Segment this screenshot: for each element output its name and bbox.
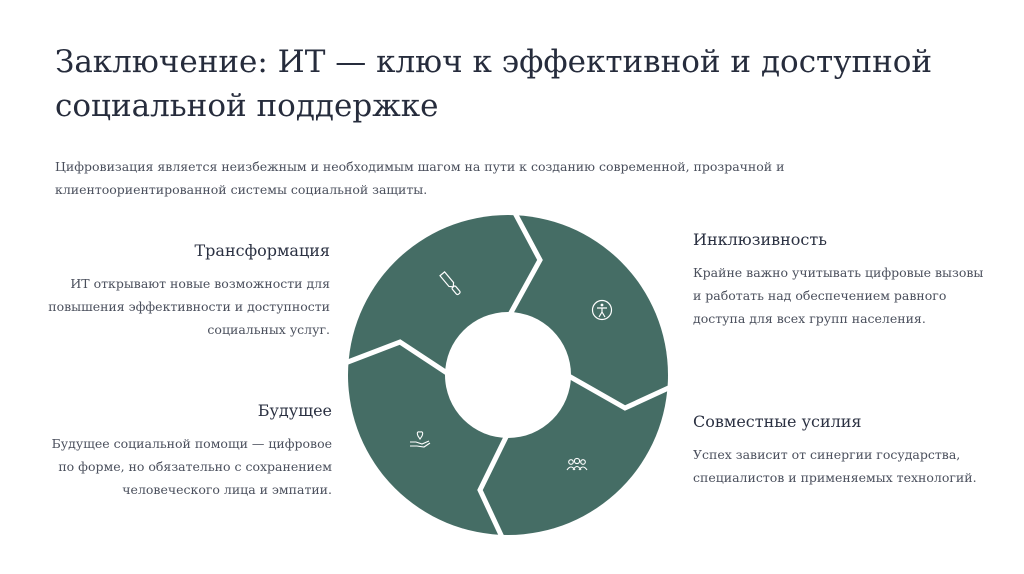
future-heading: Будущее <box>257 401 332 420</box>
inclusivity-heading: Инклюзивность <box>693 230 827 249</box>
block-future <box>40 400 332 501</box>
page-title: Заключение: ИТ — ключ к эффективной и доступной социальной поддержке <box>55 44 933 124</box>
block-joint-efforts <box>693 411 993 489</box>
transformation-heading: Трансформация <box>194 241 330 260</box>
ring-center-hole <box>445 312 571 438</box>
page-subtitle: Цифровизация является неизбежным и необходимым шагом на пути к созданию современной, прозрачной и клиентоориентированной системы социальной защиты. <box>55 159 785 197</box>
block-inclusivity <box>693 229 993 330</box>
joint-heading: Совместные усилия <box>693 412 862 431</box>
block-transformation <box>40 240 330 341</box>
joint-text: Успех зависит от синергии государства, специалистов и применяемых технологий. <box>693 447 977 485</box>
future-text: Будущее социальной помощи — цифровое по форме, но обязательно с сохранением человеческого лица и эмпатии. <box>51 436 332 497</box>
transformation-text: ИТ открывают новые возможности для повышения эффективности и доступности социальных услуг. <box>48 276 330 337</box>
inclusivity-text: Крайне важно учитывать цифровые вызовы и работать над обеспечением равного доступа для всех групп населения. <box>693 265 984 326</box>
